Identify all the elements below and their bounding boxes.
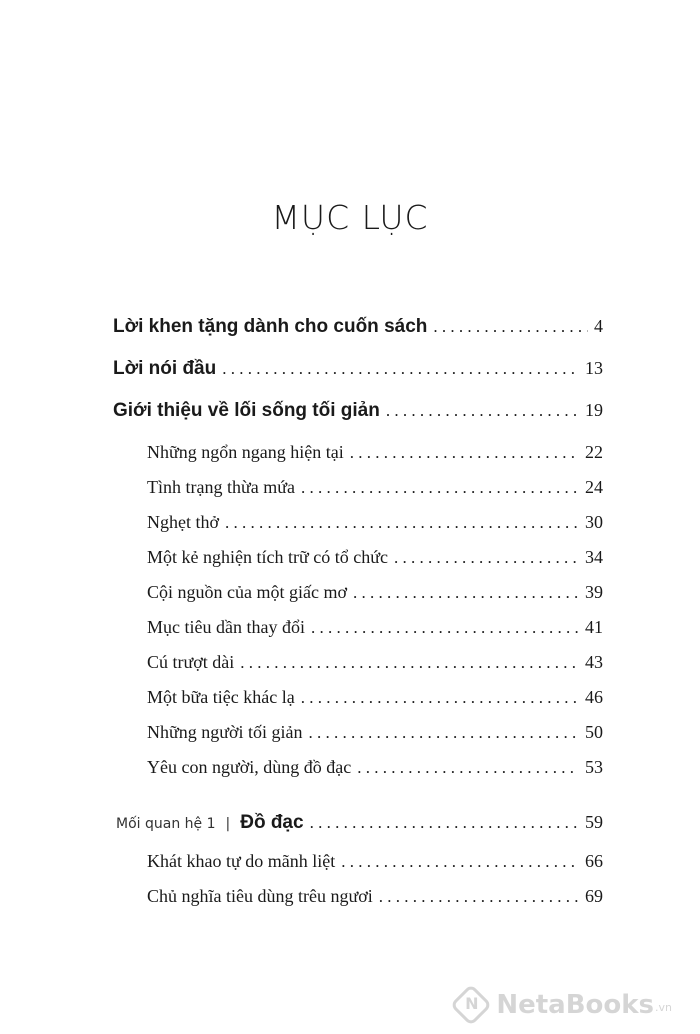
dot-leader [353, 583, 579, 603]
toc-subentry[interactable] [147, 851, 603, 872]
dot-leader [301, 688, 579, 708]
netabooks-logo-icon [450, 984, 492, 1026]
toc-subentry-label: Cội nguồn của một giấc mơ [147, 582, 347, 602]
dot-leader [222, 359, 579, 379]
toc-subentry-page: 30 [585, 512, 603, 532]
toc-subentry[interactable] [147, 617, 603, 638]
part-separator: | [225, 816, 231, 832]
toc-subentry-page: 22 [585, 442, 603, 462]
toc-subentry-label: Nghẹt thở [147, 512, 220, 532]
toc-entry-label: Lời khen tặng dành cho cuốn sách [113, 316, 428, 337]
toc-entry[interactable] [113, 316, 603, 338]
toc-subentry-page: 66 [585, 851, 603, 871]
watermark [456, 990, 672, 1020]
toc-entry[interactable] [113, 358, 603, 380]
toc-subentry-label: Những người tối giản [147, 722, 303, 742]
toc-entry-label: Lời nói đầu [113, 358, 217, 379]
toc-subentry-label: Cú trượt dài [147, 652, 235, 672]
toc-entry-page: 4 [594, 316, 603, 336]
dot-leader [350, 443, 579, 463]
toc-subentry[interactable] [147, 547, 603, 568]
toc-entry-page: 19 [585, 400, 603, 420]
dot-leader [301, 478, 579, 498]
dot-leader [394, 548, 579, 568]
watermark-text: NetaBooks [496, 990, 655, 1020]
dot-leader [311, 618, 579, 638]
toc-subentry[interactable] [147, 757, 603, 778]
toc-subentry-label: Tình trạng thừa mứa [147, 477, 295, 497]
dot-leader [310, 813, 579, 833]
toc-subentry-page: 43 [585, 652, 603, 672]
toc-subentry-label: Những ngổn ngang hiện tại [147, 442, 344, 462]
watermark-suffix: .vn [655, 1001, 672, 1014]
toc-subentry-page: 34 [585, 547, 603, 567]
toc-subentry[interactable] [147, 886, 603, 907]
toc-entry[interactable] [113, 400, 603, 422]
dot-leader [357, 758, 579, 778]
toc-subentry-label: Yêu con người, dùng đồ đạc [147, 757, 352, 777]
toc-subentry-page: 50 [585, 722, 603, 742]
toc-subentry[interactable] [147, 477, 603, 498]
part-prefix: Mối quan hệ 1 [116, 816, 216, 832]
toc-subentry[interactable] [147, 687, 603, 708]
toc-entry-label: Giới thiệu về lối sống tối giản [113, 400, 380, 421]
dot-leader [309, 723, 579, 743]
dot-leader [379, 887, 579, 907]
toc-subentry[interactable] [147, 722, 603, 743]
toc-subentry[interactable] [147, 582, 603, 603]
toc-subentry-page: 46 [585, 687, 603, 707]
toc-subentry-page: 53 [585, 757, 603, 777]
part-label: Đồ đạc [240, 812, 304, 833]
dot-leader [225, 513, 579, 533]
toc-subentry-page: 24 [585, 477, 603, 497]
toc-subentry-page: 41 [585, 617, 603, 637]
toc-entry-page: 13 [585, 358, 603, 378]
page-title: MỤC LỤC [271, 198, 429, 237]
toc-subentry-label: Khát khao tự do mãnh liệt [147, 851, 336, 871]
toc-subentry-label: Một bữa tiệc khác lạ [147, 687, 295, 707]
dot-leader [341, 852, 579, 872]
dot-leader [386, 401, 579, 421]
dot-leader [433, 317, 588, 337]
toc-subentry[interactable] [147, 652, 603, 673]
toc-subentry[interactable] [147, 442, 603, 463]
toc-subentry[interactable] [147, 512, 603, 533]
dot-leader [240, 653, 579, 673]
toc-subentry-label: Một kẻ nghiện tích trữ có tổ chức [147, 547, 388, 567]
toc-subentry-page: 39 [585, 582, 603, 602]
part-page: 59 [585, 812, 603, 832]
toc-part-heading[interactable] [116, 812, 603, 834]
toc-subentry-page: 69 [585, 886, 603, 906]
toc-subentry-label: Chủ nghĩa tiêu dùng trêu ngươi [147, 886, 373, 906]
toc-subentry-label: Mục tiêu dần thay đổi [147, 617, 305, 637]
